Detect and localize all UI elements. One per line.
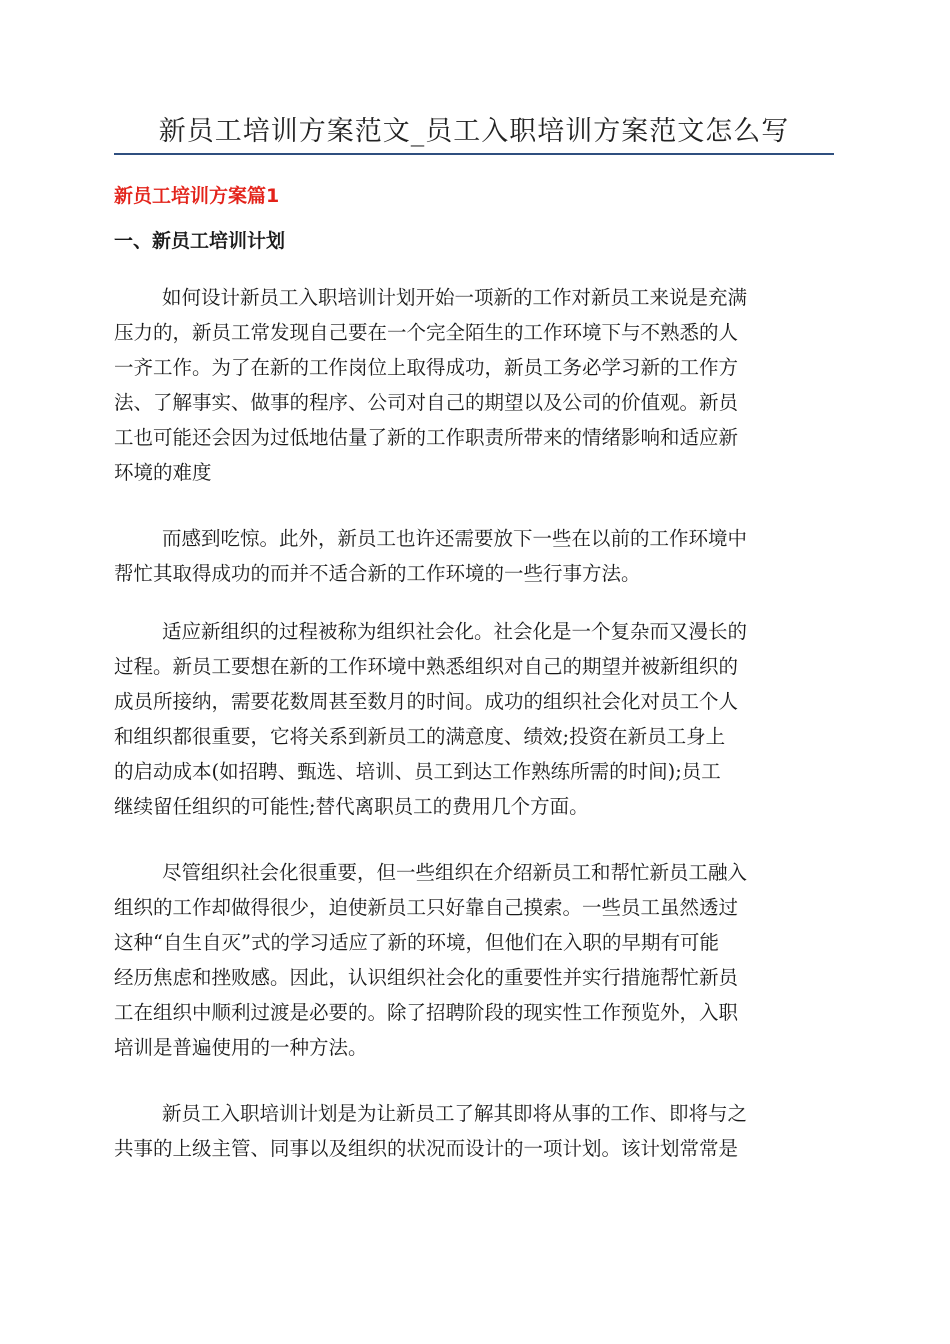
text-line: 组织的工作却做得很少，迫使新员工只好靠自己摸索。一些员工虽然透过 bbox=[114, 896, 739, 919]
text-line: 新员工入职培训计划是为让新员工了解其即将从事的工作、即将与之 bbox=[162, 1102, 748, 1125]
text-line: 共事的上级主管、同事以及组织的状况而设计的一项计划。该计划常常是 bbox=[114, 1137, 739, 1160]
section-title: 新员工培训方案篇1 bbox=[114, 185, 280, 207]
text-line: 继续留任组织的可能性;替代离职员工的费用几个方面。 bbox=[114, 795, 589, 818]
paragraph-5 bbox=[114, 1096, 836, 1166]
document-title: 新员工培训方案范文_员工入职培训方案范文怎么写 bbox=[158, 116, 790, 147]
text-line: 压力的，新员工常发现自己要在一个完全陌生的工作环境下与不熟悉的人 bbox=[114, 321, 739, 344]
text-line: 而感到吃惊。此外，新员工也许还需要放下一些在以前的工作环境中 bbox=[162, 527, 748, 550]
text-line: 一齐工作。为了在新的工作岗位上取得成功，新员工务必学习新的工作方 bbox=[114, 356, 739, 379]
text-line: 过程。新员工要想在新的工作环境中熟悉组织对自己的期望并被新组织的 bbox=[114, 655, 739, 678]
text-line: 工也可能还会因为过低地估量了新的工作职责所带来的情绪影响和适应新 bbox=[114, 426, 739, 449]
text-line: 帮忙其取得成功的而并不适合新的工作环境的一些行事方法。 bbox=[114, 562, 641, 585]
text-line: 适应新组织的过程被称为组织社会化。社会化是一个复杂而又漫长的 bbox=[162, 620, 748, 643]
title-underline bbox=[114, 153, 834, 155]
paragraph-2 bbox=[114, 521, 836, 591]
paragraph-4 bbox=[114, 855, 836, 1065]
paragraph-1 bbox=[114, 280, 836, 490]
paragraph-3 bbox=[114, 614, 836, 824]
text-line: 法、了解事实、做事的程序、公司对自己的期望以及公司的价值观。新员 bbox=[114, 391, 739, 414]
text-line: 成员所接纳，需要花数周甚至数月的时间。成功的组织社会化对员工个人 bbox=[114, 690, 739, 713]
text-line: 经历焦虑和挫败感。因此，认识组织社会化的重要性并实行措施帮忙新员 bbox=[114, 966, 739, 989]
subheading: 一、新员工培训计划 bbox=[114, 230, 286, 252]
text-line: 如何设计新员工入职培训计划开始一项新的工作对新员工来说是充满 bbox=[162, 286, 748, 309]
text-line: 工在组织中顺利过渡是必要的。除了招聘阶段的现实性工作预览外，入职 bbox=[114, 1001, 739, 1024]
text-line: 的启动成本(如招聘、甄选、培训、员工到达工作熟练所需的时间);员工 bbox=[114, 760, 721, 783]
text-line: 培训是普遍使用的一种方法。 bbox=[114, 1036, 368, 1059]
text-line: 尽管组织社会化很重要，但一些组织在介绍新员工和帮忙新员工融入 bbox=[162, 861, 748, 884]
text-line: 和组织都很重要，它将关系到新员工的满意度、绩效;投资在新员工身上 bbox=[114, 725, 726, 748]
text-line: 这种“自生自灭”式的学习适应了新的环境，但他们在入职的早期有可能 bbox=[114, 931, 719, 954]
text-line: 环境的难度 bbox=[114, 461, 212, 484]
